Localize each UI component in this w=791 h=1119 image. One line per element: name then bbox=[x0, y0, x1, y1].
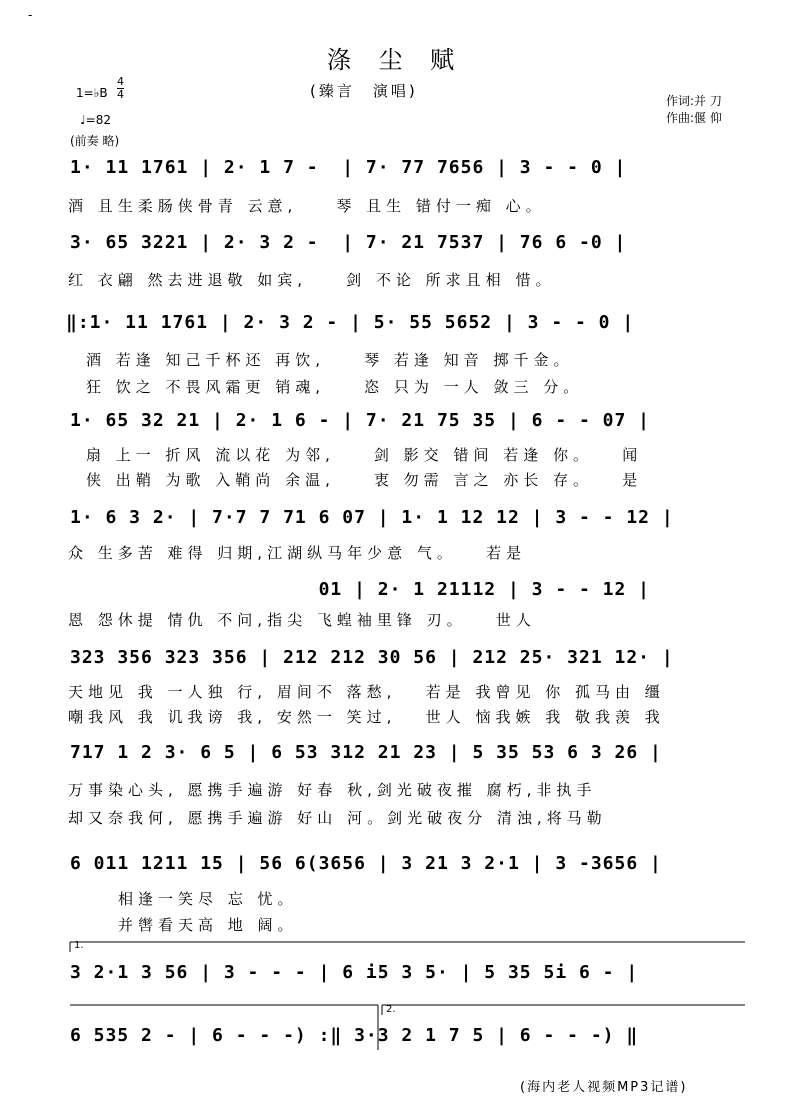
lyric-line-6: 恩 怨休提 情仇 不问,指尖 飞蝗袖里锋 刃。 世人 bbox=[68, 611, 536, 629]
key-signature: 1=♭B bbox=[76, 86, 108, 100]
notation-line: 1· 6 3 2· | 7·7 7 71 6 07 | 1· 1 12 12 | 3 - - 12 | bbox=[70, 507, 674, 528]
corner-mark: - bbox=[28, 8, 33, 22]
lyric-line-4a: 扇 上一 折风 流以花 为邻, 剑 影交 错间 若逢 你。 闻 bbox=[86, 446, 643, 464]
intro-note: (前奏 略) bbox=[70, 134, 120, 148]
notation-line: 3 2·1 3 56 | 3 - - - | 6 i5 3 5· | 5 35 5i 6 - | bbox=[70, 962, 639, 983]
song-title: 涤 尘 赋 bbox=[326, 46, 465, 74]
lyric-line-2: 红 衣翩 然去进退敬 如宾, 剑 不论 所求且相 惜。 bbox=[68, 271, 556, 289]
time-signature-top: 4 bbox=[117, 75, 124, 88]
lyricist-credit: 作词:并 刀 bbox=[666, 94, 722, 108]
notation-line: 6 011 1211 15 | 56 6(3656 | 3 21 3 2·1 | 3 -3656 | bbox=[70, 853, 662, 874]
time-signature-bottom: 4 bbox=[117, 88, 124, 101]
notation-line: 1· 11 1761 | 2· 1 7 - | 7· 77 7656 | 3 - - 0 | bbox=[70, 157, 627, 178]
lyric-line-8b: 却又奈我何, 愿携手遍游 好山 河。剑光破夜分 清浊,将马勒 bbox=[68, 809, 607, 827]
lyric-line-1: 酒 且生柔肠侠骨青 云意, 琴 且生 错付一痴 心。 bbox=[68, 197, 546, 215]
composer-credit: 作曲:偃 仰 bbox=[666, 111, 722, 125]
lyric-line-5: 众 生多苦 难得 归期,江湖纵马年少意 气。 若是 bbox=[68, 544, 527, 562]
lyric-line-7a: 天地见 我 一人独 行, 眉间不 落愁, 若是 我曾见 你 孤马由 缰 bbox=[68, 683, 665, 701]
volta-2-label: 2. bbox=[386, 1004, 396, 1015]
lyric-line-9b: 并辔看天高 地 阔。 bbox=[118, 916, 298, 934]
notation-line: 323 356 323 356 | 212 212 30 56 | 212 25· 321 12· | bbox=[70, 647, 674, 668]
lyric-line-3b: 狂 饮之 不畏风霜更 销魂, 恣 只为 一人 敛三 分。 bbox=[86, 378, 584, 396]
lyric-line-8a: 万事染心头, 愿携手遍游 好春 秋,剑光破夜摧 腐朽,非执手 bbox=[68, 781, 597, 799]
tempo-marking: ♩=82 bbox=[80, 113, 111, 127]
lyric-line-7b: 嘲我风 我 讥我谤 我, 安然一 笑过, 世人 恼我嫉 我 敬我羡 我 bbox=[68, 708, 665, 726]
lyric-line-3a: 酒 若逢 知己千杯还 再饮, 琴 若逢 知音 掷千金。 bbox=[86, 351, 574, 369]
lyric-line-4b: 侠 出鞘 为歌 入鞘尚 余温, 衷 勿需 言之 亦长 存。 是 bbox=[86, 471, 643, 489]
notation-line: 6 535 2 - | 6 - - -) :‖ 3·3 2 1 7 5 | 6 - - -) ‖ bbox=[70, 1025, 639, 1046]
notation-line: ‖:1· 11 1761 | 2· 3 2 - | 5· 55 5652 | 3 - - 0 | bbox=[66, 312, 635, 333]
song-subtitle: (臻言 演唱) bbox=[310, 82, 418, 100]
notation-line: 3· 65 3221 | 2· 3 2 - | 7· 21 7537 | 76 6 -0 | bbox=[70, 232, 627, 253]
notation-line: 717 1 2 3· 6 5 | 6 53 312 21 23 | 5 35 53 6 3 26 | bbox=[70, 742, 662, 763]
notation-line: 1· 65 32 21 | 2· 1 6 - | 7· 21 75 35 | 6 - - 07 | bbox=[70, 410, 651, 431]
volta-1-label: 1. bbox=[74, 940, 84, 951]
notation-line: 01 | 2· 1 21112 | 3 - - 12 | bbox=[70, 579, 651, 600]
transcription-credit: (海内老人视频MP3记谱) bbox=[520, 1080, 688, 1095]
lyric-line-9a: 相逢一笑尽 忘 忧。 bbox=[118, 890, 298, 908]
